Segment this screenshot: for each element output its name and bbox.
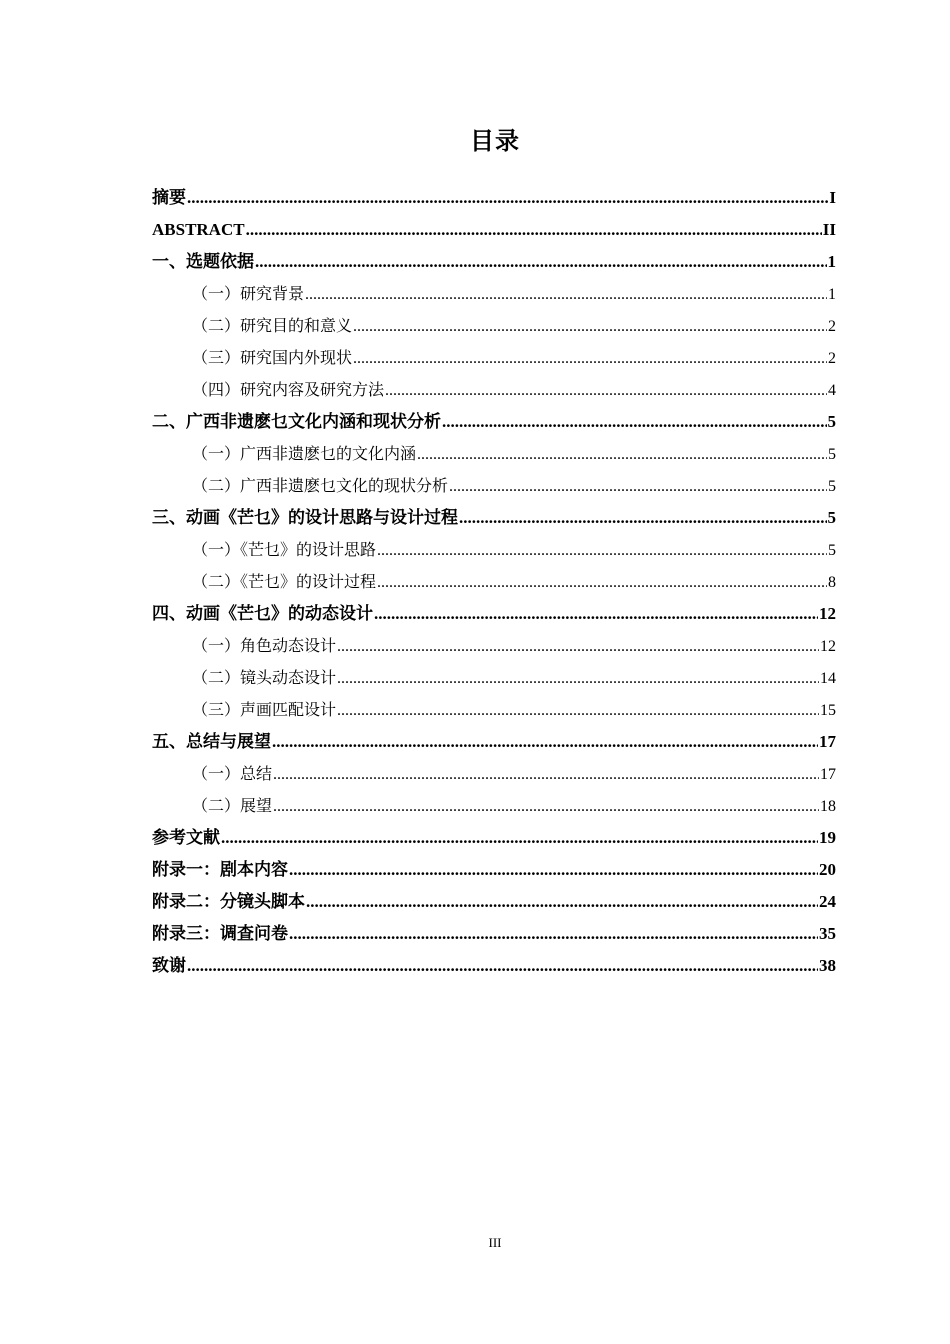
toc-entry-label: 三、动画《芒乜》的设计思路与设计过程 <box>152 508 458 528</box>
toc-dot-leader <box>337 663 819 694</box>
toc-entry-label: （二）展望 <box>192 796 273 815</box>
toc-entry-page-number: 2 <box>828 318 836 335</box>
toc-entry-chapter[interactable] <box>152 950 836 982</box>
toc-entry-section[interactable] <box>152 310 836 342</box>
toc-entry-page-number: 15 <box>820 702 836 719</box>
toc-entry-chapter[interactable] <box>152 406 836 438</box>
toc-dot-leader <box>272 726 818 758</box>
toc-entry-page-number: 38 <box>819 956 836 975</box>
toc-entry-section[interactable] <box>152 662 836 694</box>
toc-dot-leader <box>442 406 827 438</box>
toc-dot-leader <box>337 631 819 662</box>
toc-title: 目录 <box>470 127 520 155</box>
toc-entry-chapter[interactable] <box>152 246 836 278</box>
toc-entry-label: 一、选题依据 <box>152 252 254 272</box>
toc-entry-label: 附录三：调查问卷 <box>152 924 288 944</box>
toc-dot-leader <box>377 535 827 566</box>
toc-entry-page-number: I <box>829 188 836 207</box>
toc-entry-section[interactable] <box>152 694 836 726</box>
toc-entry-page-number: 2 <box>828 350 836 367</box>
toc-dot-leader <box>353 343 827 374</box>
toc-dot-leader <box>353 311 827 342</box>
toc-entry-label: 二、广西非遗麽乜文化内涵和现状分析 <box>152 412 441 432</box>
toc-dot-leader <box>417 439 827 470</box>
toc-entry-page-number: 17 <box>820 766 836 783</box>
toc-dot-leader <box>273 759 819 790</box>
toc-dot-leader <box>246 214 822 246</box>
toc-entry-label: （二）研究目的和意义 <box>192 316 353 335</box>
toc-entry-chapter[interactable] <box>152 886 836 918</box>
toc-entry-label: 附录一：剧本内容 <box>152 860 288 880</box>
toc-entry-page-number: 5 <box>828 446 836 463</box>
toc-dot-leader <box>187 950 818 982</box>
toc-entry-chapter[interactable] <box>152 502 836 534</box>
toc-entry-section[interactable] <box>152 374 836 406</box>
toc-entry-section[interactable] <box>152 342 836 374</box>
toc-entry-page-number: 18 <box>820 798 836 815</box>
toc-entry-label: （二）《芒乜》的设计过程 <box>192 572 377 591</box>
toc-entry-page-number: 1 <box>827 252 836 271</box>
toc-entry-page-number: II <box>822 220 836 239</box>
toc-entry-chapter[interactable] <box>152 918 836 950</box>
toc-entry-chapter[interactable] <box>152 182 836 214</box>
toc-entry-page-number: 14 <box>820 670 836 687</box>
toc-entry-label: （四）研究内容及研究方法 <box>192 380 385 399</box>
toc-dot-leader <box>374 598 818 630</box>
toc-entry-page-number: 1 <box>828 286 836 303</box>
toc-entry-chapter[interactable] <box>152 214 836 246</box>
toc-entry-page-number: 4 <box>828 382 836 399</box>
toc-entry-section[interactable] <box>152 630 836 662</box>
toc-entry-label: ABSTRACT <box>152 220 245 239</box>
toc-dot-leader <box>305 279 827 310</box>
page-number: III <box>488 1235 502 1250</box>
toc-dot-leader <box>377 567 827 598</box>
toc-entry-chapter[interactable] <box>152 726 836 758</box>
toc-entry-label: 致谢 <box>152 956 186 976</box>
toc-entry-page-number: 5 <box>827 508 836 527</box>
toc-dot-leader <box>459 502 827 534</box>
toc-entry-chapter[interactable] <box>152 822 836 854</box>
toc-dot-leader <box>221 822 818 854</box>
toc-entry-label: （一）总结 <box>192 764 273 783</box>
toc-entry-label: （一）角色动态设计 <box>192 636 337 655</box>
toc-entry-label: （一）广西非遗麽乜的文化内涵 <box>192 444 417 463</box>
toc-entry-section[interactable] <box>152 758 836 790</box>
toc-entry-page-number: 5 <box>828 542 836 559</box>
toc-entry-label: 四、动画《芒乜》的动态设计 <box>152 604 373 624</box>
toc-entry-section[interactable] <box>152 534 836 566</box>
toc-entry-page-number: 5 <box>828 478 836 495</box>
toc-entry-chapter[interactable] <box>152 854 836 886</box>
toc-dot-leader <box>273 791 819 822</box>
toc-entry-page-number: 12 <box>819 604 836 623</box>
toc-dot-leader <box>255 246 827 278</box>
toc-entry-label: （三）研究国内外现状 <box>192 348 353 367</box>
toc-entry-page-number: 5 <box>827 412 836 431</box>
toc-entry-section[interactable] <box>152 438 836 470</box>
toc-entry-page-number: 20 <box>819 860 836 879</box>
table-of-contents <box>152 182 836 982</box>
toc-entry-section[interactable] <box>152 566 836 598</box>
toc-entry-label: （一）《芒乜》的设计思路 <box>192 540 377 559</box>
toc-entry-page-number: 17 <box>819 732 836 751</box>
toc-dot-leader <box>385 375 827 406</box>
toc-entry-label: 五、总结与展望 <box>152 732 271 752</box>
toc-entry-section[interactable] <box>152 278 836 310</box>
toc-dot-leader <box>289 918 818 950</box>
toc-entry-label: （一）研究背景 <box>192 284 305 303</box>
toc-entry-chapter[interactable] <box>152 598 836 630</box>
toc-entry-page-number: 35 <box>819 924 836 943</box>
toc-entry-label: 附录二：分镜头脚本 <box>152 892 305 912</box>
toc-dot-leader <box>289 854 818 886</box>
toc-entry-section[interactable] <box>152 790 836 822</box>
toc-entry-page-number: 24 <box>819 892 836 911</box>
toc-dot-leader <box>337 695 819 726</box>
toc-dot-leader <box>187 182 828 214</box>
toc-entry-label: 摘要 <box>152 188 186 208</box>
toc-entry-page-number: 8 <box>828 574 836 591</box>
toc-entry-section[interactable] <box>152 470 836 502</box>
toc-entry-label: 参考文献 <box>152 828 220 848</box>
toc-entry-label: （二）镜头动态设计 <box>192 668 337 687</box>
toc-entry-label: （三）声画匹配设计 <box>192 700 337 719</box>
toc-dot-leader <box>449 471 827 502</box>
toc-entry-label: （二）广西非遗麽乜文化的现状分析 <box>192 476 449 495</box>
toc-entry-page-number: 12 <box>820 638 836 655</box>
toc-entry-page-number: 19 <box>819 828 836 847</box>
toc-dot-leader <box>306 886 818 918</box>
